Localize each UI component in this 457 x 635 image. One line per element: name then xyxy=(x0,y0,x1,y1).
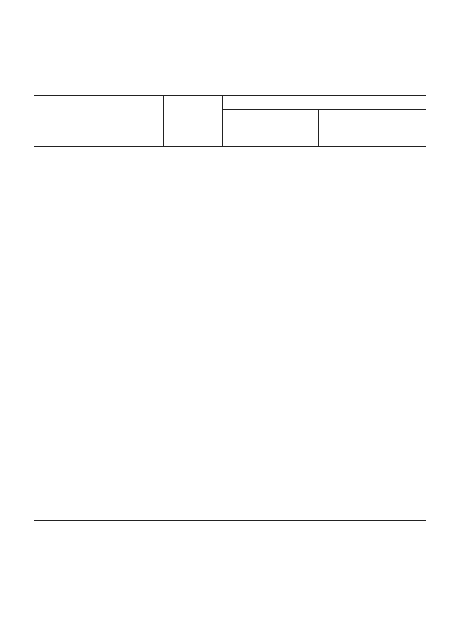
table-header-rule xyxy=(34,146,426,147)
table-bottom-rule xyxy=(34,520,426,521)
vline-3 xyxy=(318,109,319,147)
table-top-rule xyxy=(34,95,426,96)
vline-1 xyxy=(163,95,164,147)
header-sub-rule xyxy=(222,109,426,110)
vline-2 xyxy=(222,95,223,147)
